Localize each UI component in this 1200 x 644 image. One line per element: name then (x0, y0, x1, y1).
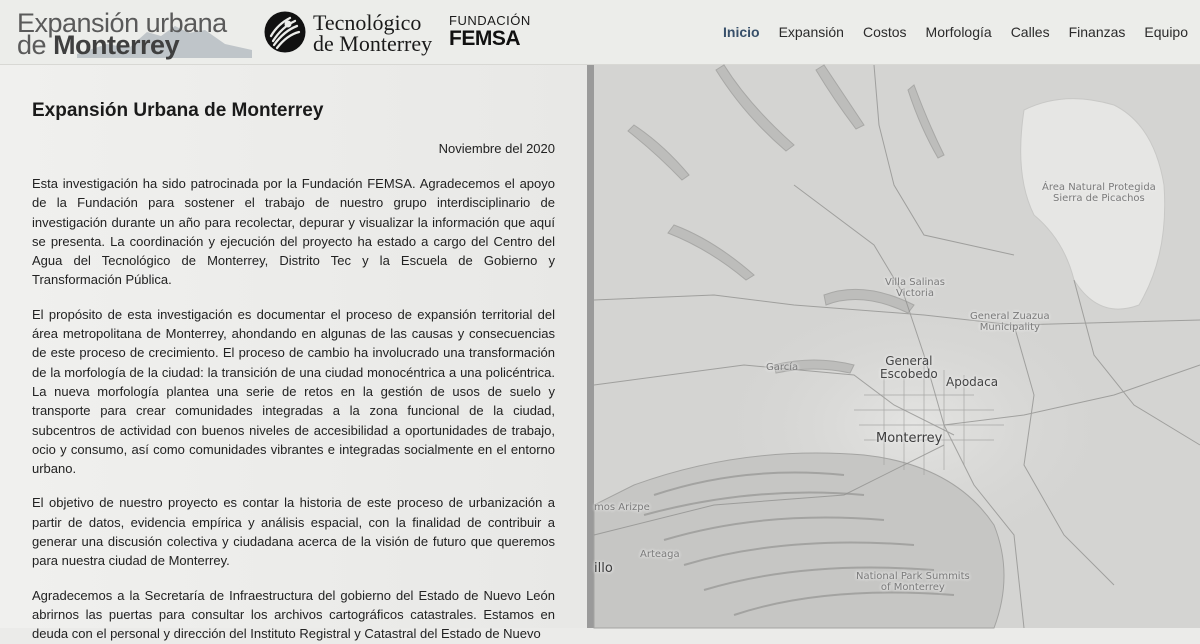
paragraph: Esta investigación ha sido patrocinada por la Fundación FEMSA. Agradecemos el apoyo de la Fundación para sostener el trabajo de nuestro grupo interdisciplinario de investigación durante un año para recolectar, depurar y visualizar la información que aquí se presenta. La coordinación y ejecución del proyecto ha estado a cargo del Centro del Agua del Tecnológico de Monterrey, Distrito Tec y la Escuela de Gobierno y Transformación Pública. (32, 176, 555, 288)
femsa-bottom: FEMSA (449, 27, 520, 50)
femsa-logo[interactable] (449, 13, 531, 51)
tec-emblem-icon (264, 11, 306, 53)
tec-name-line2: de Monterrey (313, 31, 433, 56)
logo-title-line2 (17, 30, 179, 61)
map-label-saltillo: illo (594, 561, 613, 576)
nav-equipo[interactable]: Equipo (1144, 24, 1188, 40)
publication-date: Noviembre del 2020 (438, 141, 555, 156)
map-label-apodaca: Apodaca (946, 375, 999, 389)
map-label-zuazua: General Zuazua Municipality (970, 311, 1050, 333)
top-header (0, 0, 1200, 65)
site-logo[interactable] (17, 8, 252, 60)
map-label-arteaga: Arteaga (640, 549, 680, 560)
map-label-escobedo: General Escobedo (880, 354, 938, 381)
map-terrain (594, 65, 1200, 628)
logo-prefix: de (17, 30, 47, 60)
page-title: Expansión Urbana de Monterrey (32, 100, 324, 121)
paragraph: El objetivo de nuestro proyecto es contar la historia de este proceso de urbanización a partir de datos, evidencia empírica y análisis espacial, con la finalidad de contribuir a generar una discusión colectiva y ciudadana acerca de la visión de futuro que queremos para nuestra ciudad de Monterrey. (32, 495, 555, 569)
map-label-garcia: García (766, 362, 799, 373)
map-label-arizpe: mos Arizpe (594, 502, 650, 513)
logo-strong: Monterrey (53, 30, 180, 60)
map-label-monterrey: Monterrey (876, 431, 943, 446)
terrain-map[interactable] (594, 65, 1200, 628)
tec-name (313, 12, 432, 54)
logo-title-line1: Expansión urbana (17, 8, 227, 38)
nav-calles[interactable]: Calles (1010, 24, 1050, 40)
nav-finanzas[interactable]: Finanzas (1068, 24, 1126, 40)
paragraph: Agradecemos a la Secretaría de Infraestructura del gobierno del Estado de Nuevo León abrirnos las puertas para consultar los archivos cartográficos catastrales. Estamos en deuda con el personal y dirección del Instituto Registral y Catastral del Estado de Nuevo (32, 587, 555, 642)
paragraph: El propósito de esta investigación es documentar el proceso de expansión territorial del área metropolitana de Monterrey, ahondando en algunas de las causas y consecuencias de este proceso de crecimiento. El proceso de cambio ha involucrado una transformación de la morfología de la ciudad: la transición de una ciudad monocéntrica a una policéntrica. La nueva morfología plantea una serie de retos en la gestión de usos de suelo y transporte para crear comunidades integradas a la zona funcional de la ciudad, subcentros de actividad con buenos niveles de accesibilidad a oportunidades de trabajo, ocio y consumo, así como comunidades vibrantes e integradas socialmente en el entorno urbano. (32, 306, 555, 477)
map-label-picachos: Área Natural Protegida Sierra de Picachos (1042, 182, 1156, 204)
main-nav (704, 24, 1188, 40)
map-label-summits: National Park Summits of Monterrey (856, 571, 970, 593)
nav-morfologia[interactable]: Morfología (925, 24, 992, 40)
nav-costos[interactable]: Costos (862, 24, 907, 40)
intro-panel[interactable] (0, 65, 587, 642)
nav-expansion[interactable]: Expansión (778, 24, 844, 40)
tec-name-line1: Tecnológico (313, 10, 422, 35)
femsa-top: FUNDACIÓN (449, 13, 531, 28)
panel-divider[interactable] (587, 65, 594, 628)
map-label-salinas: Villa Salinas Victoria (885, 277, 945, 299)
nav-inicio[interactable]: Inicio (723, 24, 760, 40)
